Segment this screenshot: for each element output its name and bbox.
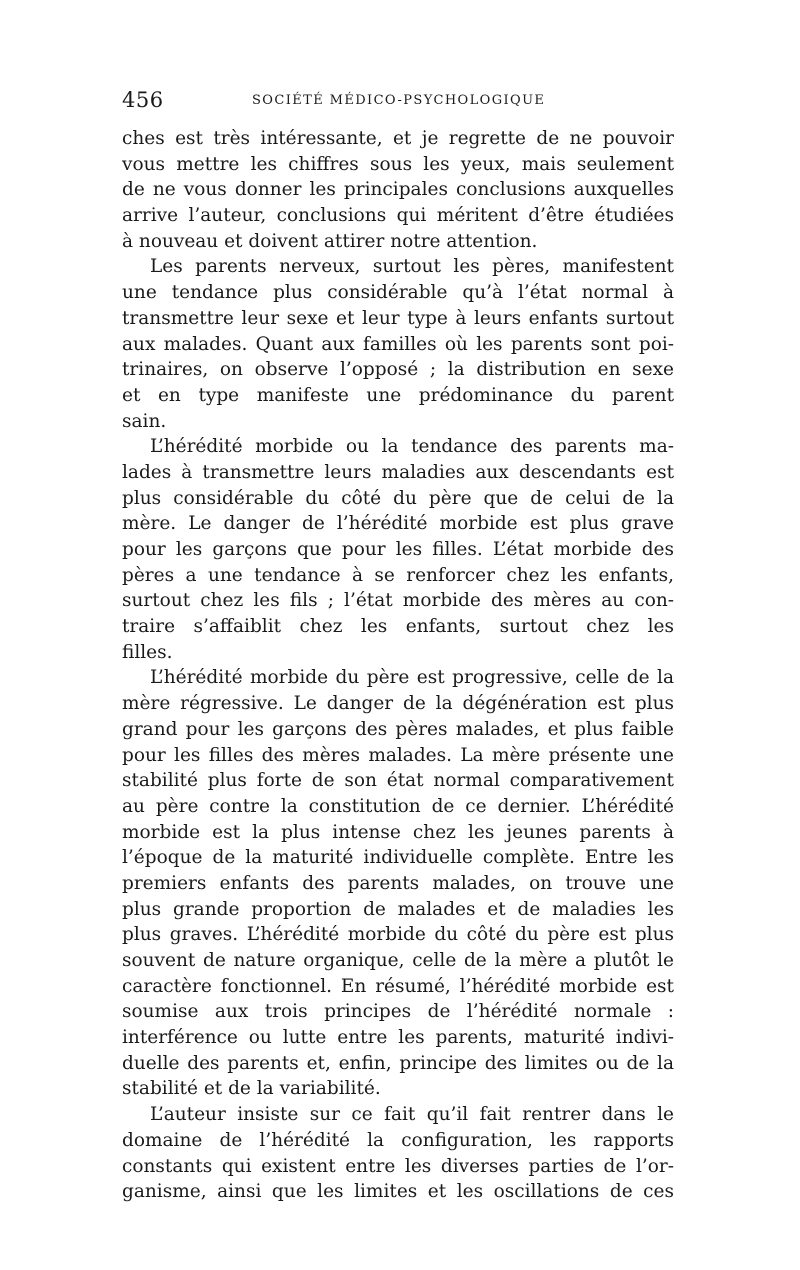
text-line: l’époque de la maturité individuelle complète. Entre les: [122, 847, 674, 869]
text-line: L’auteur insiste sur ce fait qu’il fait rentrer dans le: [150, 1104, 674, 1126]
text-line: mère. Le danger de l’hérédité morbide est plus grave: [122, 513, 674, 535]
text-line: plus grande proportion de malades et de maladies les: [122, 898, 674, 920]
text-line: ches est très intéressante, et je regrette de ne pouvoir: [122, 128, 674, 149]
text-line: L’hérédité morbide ou la tendance des parents ma-: [150, 436, 674, 458]
text-line: plus graves. L’hérédité morbide du côté du père est plus: [122, 924, 674, 946]
text-line: grand pour les garçons des pères malades, et plus faible: [122, 718, 674, 740]
text-line: une tendance plus considérable qu’à l’état normal à: [122, 282, 674, 304]
text-line: ganisme, ainsi que les limites et les oscillations de ces: [122, 1181, 674, 1203]
text-line: souvent de nature organique, celle de la mère a plutôt le: [122, 950, 674, 971]
text-line: et en type manifeste une prédominance du parent: [122, 384, 674, 406]
text-line: de ne vous donner les principales conclusions auxquelles: [122, 179, 674, 201]
page-number: 456: [122, 88, 164, 112]
text-line: premiers enfants des parents malades, on trouve une: [122, 872, 674, 894]
body-text: [122, 126, 674, 1205]
text-line: aux malades. Quant aux familles où les parents sont poi-: [122, 333, 674, 355]
text-line: morbide est la plus intense chez les jeunes parents à: [122, 821, 674, 843]
text-line: traire s’affaiblit chez les enfants, surtout chez les: [122, 616, 674, 638]
text-line: trinaires, on observe l’opposé ; la distribution en sexe: [122, 359, 674, 381]
text-line: transmettre leur sexe et leur type à leurs enfants surtout: [122, 307, 674, 329]
text-line: arrive l’auteur, conclusions qui méritent d’être étudiées: [122, 205, 674, 227]
text-line: soumise aux trois principes de l’hérédité normale :: [122, 1001, 674, 1023]
text-line: duelle des parents et, enfin, principe des limites ou de la: [122, 1052, 674, 1074]
page-header: [122, 88, 674, 118]
text-line: mère régressive. Le danger de la dégénération est plus: [122, 693, 674, 715]
text-line: caractère fonctionnel. En résumé, l’hérédité morbide est: [122, 975, 674, 997]
text-line: pour les garçons que pour les filles. L’état morbide des: [122, 539, 674, 560]
text-line: constants qui existent entre les diverses parties de l’or-: [122, 1155, 674, 1177]
text-line: pères a une tendance à se renforcer chez les enfants,: [122, 564, 674, 586]
text-line: vous mettre les chiffres sous les yeux, mais seulement: [122, 153, 674, 175]
running-head: SOCIÉTÉ MÉDICO-PSYCHOLOGIQUE: [252, 93, 546, 108]
text-line: interférence ou lutte entre les parents, maturité indivi-: [122, 1027, 674, 1049]
text-line: lades à transmettre leurs maladies aux descendants est: [122, 461, 674, 483]
text-line: Les parents nerveux, surtout les pères, manifestent: [150, 256, 674, 278]
text-line: L’hérédité morbide du père est progressive, celle de la: [150, 667, 674, 689]
text-line: à nouveau et doivent attirer notre attention.: [122, 230, 538, 252]
text-line: stabilité et de la variabilité.: [122, 1078, 381, 1100]
text-line: sain.: [122, 410, 167, 432]
text-line: plus considérable du côté du père que de celui de la: [122, 487, 674, 509]
text-line: surtout chez les fils ; l’état morbide des mères au con-: [122, 590, 674, 612]
text-line: stabilité plus forte de son état normal comparativement: [122, 770, 674, 792]
text-line: au père contre la constitution de ce dernier. L’hérédité: [122, 795, 674, 817]
text-line: domaine de l’hérédité la configuration, les rapports: [122, 1129, 674, 1151]
text-line: pour les filles des mères malades. La mère présente une: [122, 744, 674, 766]
text-line: filles.: [122, 641, 173, 663]
